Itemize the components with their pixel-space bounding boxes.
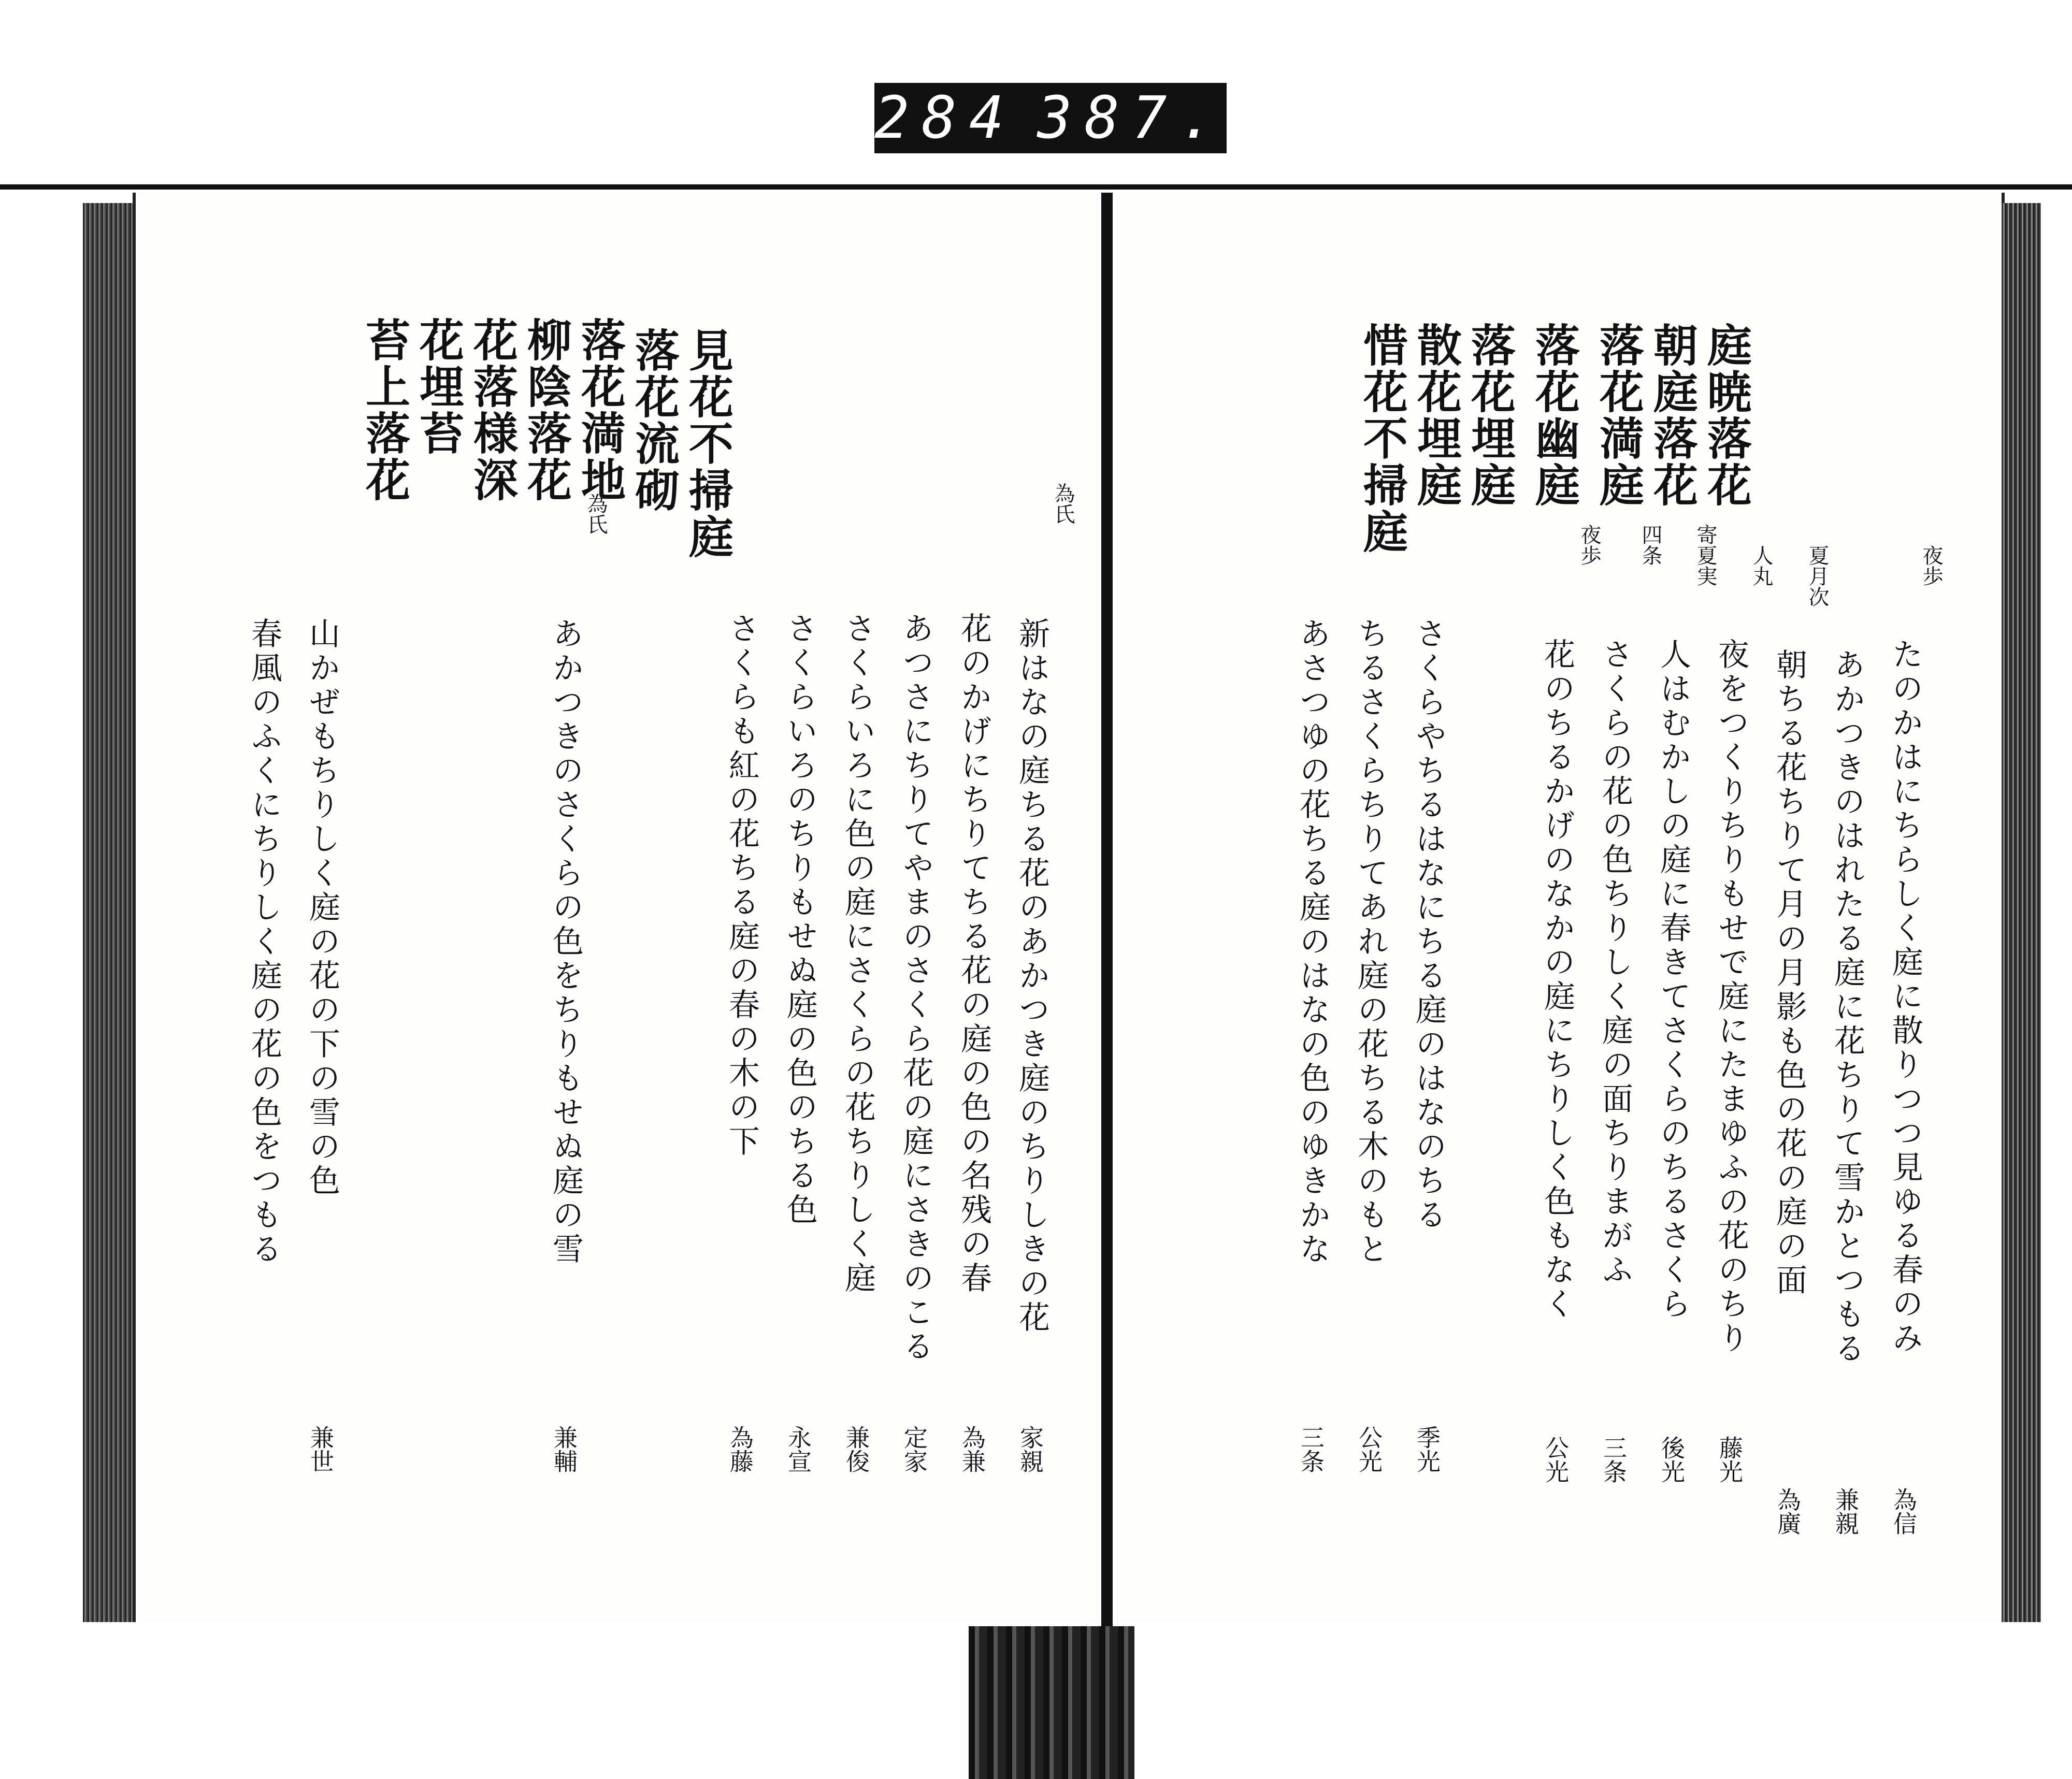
left-poem-5: さくらいろのちりもせぬ庭の色のちる色 — [782, 612, 818, 1227]
left-author-7: 兼輔 — [550, 1425, 578, 1473]
book-gutter — [1101, 193, 1113, 1638]
right-author-1: 為信 — [1890, 1487, 1918, 1535]
page-edges-left — [83, 203, 133, 1622]
right-author-10: 三条 — [1297, 1425, 1325, 1473]
book-spread — [83, 193, 2041, 1641]
right-author-3: 為廣 — [1774, 1487, 1802, 1535]
left-poem-8: 山かぜもちりしく庭の花の下の雪の色 — [304, 617, 340, 1198]
left-page — [133, 193, 1104, 1622]
right-poem-9: ちるさくらちりてあれ庭の花ちる木のもと — [1352, 617, 1389, 1267]
archive-number-right: 387. — [1037, 84, 1227, 152]
archive-number-label — [874, 83, 1227, 153]
left-title-7: 苔上落花 — [358, 317, 410, 503]
book-spine-bottom — [969, 1626, 1134, 1779]
right-page — [1113, 193, 2005, 1622]
right-poem-6: さくらの花の色ちりしく庭の面ちりまがふ — [1597, 638, 1633, 1288]
right-note-3: 人丸 — [1749, 545, 1773, 586]
archive-number-left: 284 — [874, 84, 1017, 152]
right-poem-10: あさつゆの花ちる庭のはなの色のゆきかな — [1294, 617, 1331, 1267]
left-poem-1: 新はなの庭ちる花のあかつき庭のちりしきの花 — [1014, 617, 1050, 1335]
right-note-2: 夏月次 — [1805, 545, 1829, 607]
left-author-6: 為藤 — [726, 1425, 754, 1473]
left-title-2: 落花流砌 — [627, 327, 680, 514]
right-author-5: 後光 — [1658, 1436, 1686, 1483]
right-author-7: 公光 — [1542, 1436, 1570, 1483]
right-author-8: 季光 — [1413, 1425, 1441, 1473]
right-poem-2: あかつきのはれたる庭に花ちりて雪かとつもる — [1829, 648, 1865, 1366]
left-title-6: 花埋苔 — [412, 317, 464, 457]
left-poem-3: あつさにちりてやまのさくら花の庭にさきのこる — [898, 612, 934, 1364]
right-author-9: 公光 — [1355, 1425, 1383, 1473]
right-poem-3: 朝ちる花ちりて月の月影も色の花の庭の面 — [1771, 648, 1807, 1298]
right-note-5: 四条 — [1638, 524, 1662, 566]
right-title-7: 惜花不掃庭 — [1356, 322, 1408, 555]
left-title-5: 花落様深 — [466, 317, 518, 503]
left-author-1: 家親 — [1016, 1425, 1044, 1473]
left-author-5: 永宣 — [784, 1425, 812, 1473]
right-note-6: 夜歩 — [1577, 524, 1601, 566]
right-title-5: 落花埋庭 — [1463, 322, 1516, 509]
right-poem-1: たのかはにちらしく庭に散りつつ見ゆる春のみ — [1887, 638, 1923, 1356]
page-edges-right — [2002, 203, 2041, 1622]
left-poem-2: 花のかげにちりてちる花の庭の色の名残の春 — [956, 612, 992, 1296]
left-title-3: 落花満地 — [573, 317, 626, 503]
right-poem-8: さくらやちるはなにちる庭のはなのちる — [1411, 617, 1447, 1233]
left-author-2: 為兼 — [958, 1425, 986, 1473]
right-author-6: 三条 — [1600, 1436, 1628, 1483]
left-note-7: 為氏 — [584, 493, 608, 534]
left-title-1: 見花不掃庭 — [681, 327, 733, 560]
scan-top-border — [0, 184, 2072, 190]
left-poem-4: さくらいろに色の庭にさくらの花ちりしく庭 — [840, 612, 876, 1296]
right-poem-5: 人はむかしの庭に春きてさくらのちるさくら — [1655, 638, 1691, 1322]
left-poem-9: 春風のふくにちりしく庭の花の色をつもる — [246, 617, 282, 1267]
right-note-1: 夜歩 — [1919, 545, 1943, 586]
right-title-4: 落花幽庭 — [1528, 322, 1580, 509]
right-author-4: 藤光 — [1716, 1436, 1744, 1483]
right-title-1: 庭暁落花 — [1700, 322, 1752, 509]
right-title-6: 散花埋庭 — [1409, 322, 1462, 509]
left-author-3: 定家 — [900, 1425, 928, 1473]
right-author-2: 兼親 — [1832, 1487, 1860, 1535]
right-note-4: 寄夏実 — [1693, 524, 1717, 586]
left-author-8: 兼世 — [307, 1425, 335, 1473]
right-poem-7: 花のちるかげのなかの庭にちりしく色もなく — [1539, 638, 1575, 1322]
left-title-4: 柳陰落花 — [520, 317, 572, 503]
left-note-1: 為氏 — [1051, 483, 1075, 524]
right-title-2: 朝庭落花 — [1646, 322, 1698, 509]
left-poem-7: あかつきのさくらの色をちりもせぬ庭の雪 — [548, 617, 584, 1267]
left-author-4: 兼俊 — [842, 1425, 870, 1473]
left-poem-6: さくらも紅の花ちる庭の春の木の下 — [724, 612, 760, 1159]
right-title-3: 落花満庭 — [1592, 322, 1644, 509]
right-poem-4: 夜をつくりちりもせで庭にたまゆふの花のちり — [1713, 638, 1749, 1356]
